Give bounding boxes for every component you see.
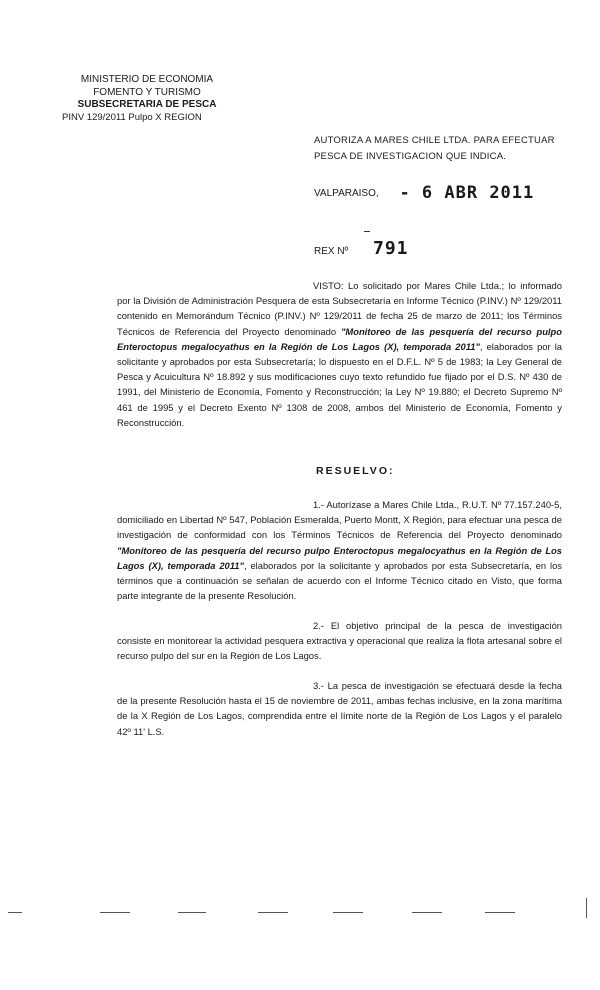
scan-mark [8, 912, 22, 913]
visto-text-2: , elaborados por la solicitante y aprobados por esta Subsecretaría; lo dispuesto en el D.F.L. Nº 5 de 1983; la Ley General de Pesca y Acuicultura Nº 18.892 y sus modificaciones cuyo texto refundido fue fijado por el D.S. Nº 430 de 1991, del Ministerio de Economía, Fomento y Reconstrucción; la Ley Nº 19.880; el Decreto Supremo Nº 461 de 1995 y el Decreto Exento Nº 1308 de 2008, ambos del Ministerio de Economía, Fomento y Reconstrucción. [117, 340, 563, 428]
resolution-mark [364, 231, 370, 232]
scan-mark [100, 912, 130, 913]
ministry-subtitle: FOMENTO Y TURISMO [93, 86, 201, 98]
point-1-project-title: "Monitoreo de las pesquería del recurso pulpo Enteroctopus megalocyathus en la Región de Los Lagos (X), temporada 2011" [117, 544, 562, 571]
resolution-number-line [314, 238, 409, 259]
point-3-text: 3.- La pesca de investigación se efectuará desde la fecha de la presente Resolución hasta el 15 de noviembre de 2011, ambas fechas inclusive, en la zona marítima de la X Región de Los Lagos, comprendida entre el límite norte de la Región de Los Lagos y el paralelo 42º 11' L.S. [117, 680, 562, 737]
scan-mark [178, 912, 206, 913]
resolution-number: 791 [373, 238, 409, 259]
reference-code: PINV 129/2011 Pulpo X REGION [62, 111, 202, 123]
subject-line-2: PESCA DE INVESTIGACION QUE INDICA. [314, 151, 507, 162]
ministry-name: MINISTERIO DE ECONOMIA [80, 74, 214, 85]
visto-text-1: VISTO: Lo solicitado por Mares Chile Ltda.; lo informado por la División de Administración Pesquera de esta Subsecretaría en Informe Técnico (P.INV.) Nº 129/2011 contenido en Memorándum Técnico (P.INV.) Nº 129/2011 de fecha 25 de marzo de 2011; los Términos Técnicos de Referencia del Proyecto denominado [117, 280, 562, 337]
visto-project-title: "Monitoreo de las pesquería del recurso pulpo Enteroctopus megalocyathus en la Región de Los Lagos (X), temporada 2011" [117, 325, 562, 352]
subject-block [314, 133, 564, 165]
scan-mark [412, 912, 442, 913]
resuelvo-heading: RESUELVO: [316, 465, 395, 477]
scan-mark [485, 912, 515, 913]
point-1-text-2: , elaborados por la solicitante y aprobados por esta Subsecretaría, en los términos que a continuación se señalan de acuerdo con el Informe Técnico citado en Visto, que forma parte integrante de la presente Resolución. [117, 559, 562, 602]
undersecretary-name: SUBSECRETARIA DE PESCA [77, 99, 217, 110]
point-1-text-1: 1.- Autorízase a Mares Chile Ltda., R.U.T. Nº 77.157.240-5, domiciliado en Libertad Nº 547, Población Esmeralda, Puerto Montt, X Región, para efectuar una pesca de investigación de conformidad con los Términos Técnicos de Referencia del Proyecto denominado [117, 499, 562, 541]
scan-mark [258, 912, 288, 913]
visto-paragraph [117, 278, 562, 430]
point-2-paragraph [117, 618, 562, 664]
subject-line-1: AUTORIZA A MARES CHILE LTDA. PARA EFECTUAR [314, 135, 555, 146]
letterhead [62, 74, 232, 124]
date-stamp: - 6 ABR 2011 [399, 183, 535, 203]
date-line [314, 183, 534, 203]
point-3-paragraph [117, 678, 562, 739]
point-2-text: 2.- El objetivo principal de la pesca de investigación consiste en monitorear la actividad pesquera extractiva y operacional que realiza la flota artesanal sobre el recurso pulpo del sur en la Región de Los Lagos. [117, 620, 562, 662]
resolution-label: REX Nº [314, 246, 349, 257]
date-city: VALPARAISO, [314, 187, 379, 199]
scan-mark [333, 912, 363, 913]
scan-mark [586, 898, 587, 918]
point-1-paragraph [117, 497, 562, 603]
